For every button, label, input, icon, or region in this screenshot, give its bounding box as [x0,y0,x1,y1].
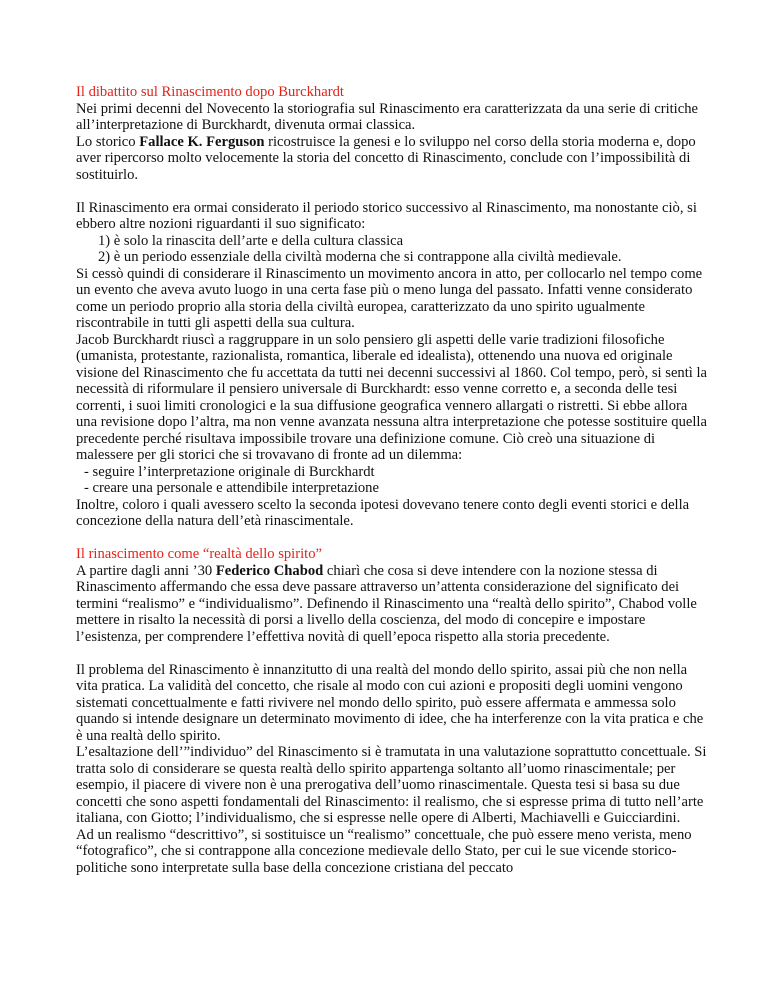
paragraph-gap [76,183,708,200]
section-heading-burckhardt: Il dibattito sul Rinascimento dopo Burckhardt [76,84,344,100]
author-name: Federico Chabod [215,562,324,579]
paragraph-gap [76,645,708,662]
paragraph [76,563,708,646]
paragraph: Il problema del Rinascimento è innanzitutto di una realtà del mondo dello spirito, assai più che non nella vita pratica. La validità del concetto, che risale al modo con cui azioni e propositi degli uomini vengono sistemati concettualmente e fatti rivivere nel mondo dello spirito, può essere affermata e ammessa solo quando si intende designare un determinato movimento di idee, che ha interferenze con la vita pratica e che è una realtà dello spirito. L’esaltazione dell’”individuo” del Rinascimento si è tramutata in una valutazione soprattutto concettuale. Si tratta solo di considerare se questa realtà dello spirito appartenga soltanto all’uomo rinascimentale; per esempio, il piacere di vivere non è una prerogativa dell’uomo rinascimentale. Questa tesi si basa su due concetti che sono aspetti fondamentali del Rinascimento: il realismo, che si espresse prima di tutto nell’arte italiana, con Giotto; l’individualismo, che si espresse nelle opere di Alberti, Machiavelli e Guicciardini. Ad un realismo “descrittivo”, si sostituisce un “realismo” concettuale, che può essere meno verista, meno “fotografico”, che si contrappone alla concezione medievale dello Stato, per cui le sue vicende storico- politiche sono interpretate sulla base della concezione cristiana del peccato [76,661,707,876]
text-run: ricostruisce la genesi e lo sviluppo nel corso della storia moderna e, dopo aver ripercorso molto velocemente la storia del concetto di Rinascimento, conclude con l’impossibilità di sostituirlo. [76,133,696,183]
list-item: - seguire l’interpretazione originale di Burckhardt [84,463,375,480]
paragraph-gap [76,530,708,547]
text-run: chiarì che cosa si deve intendere con la nozione stessa di Rinascimento affermando che essa deve passare attraverso un’attenta considerazione del significato dei termini “realismo” e “individualismo”. Definendo il Rinascimento una “realtà dello spirito”, Chabod volle mettere in risalto la necessità di porsi a livello della coscienza, del modo di concepire e impostare l’esistenza, per comprendere l’effettiva novità di quell’epoca rispetto alla storia precedente. [76,562,697,645]
list-item: 1) è solo la rinascita dell’arte e della cultura classica [98,232,404,249]
paragraph: Inoltre, coloro i quali avessero scelto la seconda ipotesi dovevano tenere conto degli eventi storici e della concezione della natura dell’età rinascimentale. [76,496,690,529]
list-item: 2) è un periodo essenziale della civiltà moderna che si contrappone alla civiltà medievale. [98,249,622,265]
section-heading-spirito: Il rinascimento come “realtà dello spirito” [76,546,322,562]
author-name: Fallace K. Ferguson [139,133,265,150]
paragraph: Il Rinascimento era ormai considerato il periodo storico successivo al Rinascimento, ma nonostante ciò, si ebbero altre nozioni riguardanti il suo significato: [76,199,697,232]
text-run: Nei primi decenni del Novecento la storiografia sul Rinascimento era caratterizzata da una serie di critiche all’interpretazione di Burckhardt, divenuta ormai classica. Lo storico [76,100,698,150]
paragraph [76,101,708,184]
text-run: A partire dagli anni ’30 [76,562,216,579]
paragraph: Si cessò quindi di considerare il Rinascimento un movimento ancora in atto, per collocarlo nel tempo come un evento che aveva avuto luogo in una certa fase più o meno lunga del passato. Infatti venne considerato come un periodo proprio alla storia della civiltà europea, caratterizzato da uno spirito ugualmente riscontrabile in tutti gli aspetti della sua cultura. Jacob Burckhardt riuscì a raggruppare in un solo pensiero gli aspetti delle varie tradizioni filosofiche (umanista, protestante, razionalista, romantica, liberale ed idealista), ottenendo una nuova ed originale visione del Rinascimento che fu accettata da tutti nei decenni successivi al 1860. Col tempo, però, si sentì la necessità di riformulare il pensiero universale di Burckhardt: esso venne corretto e, a seconda delle tesi correnti, i suoi limiti cronologici e la sua diffusione geografica vennero allargati o ristretti. Si ebbe allora una revisione dopo l’altra, ma non venne avanzata nessuna altra interpretazione che potesse sostituire quella precedente perché risultava impossibile trovare una definizione comune. Ciò creò una situazione di malessere per gli storici che si trovavano di fronte ad un dilemma: [76,265,708,463]
list-item: - creare una personale e attendibile interpretazione [84,480,379,496]
